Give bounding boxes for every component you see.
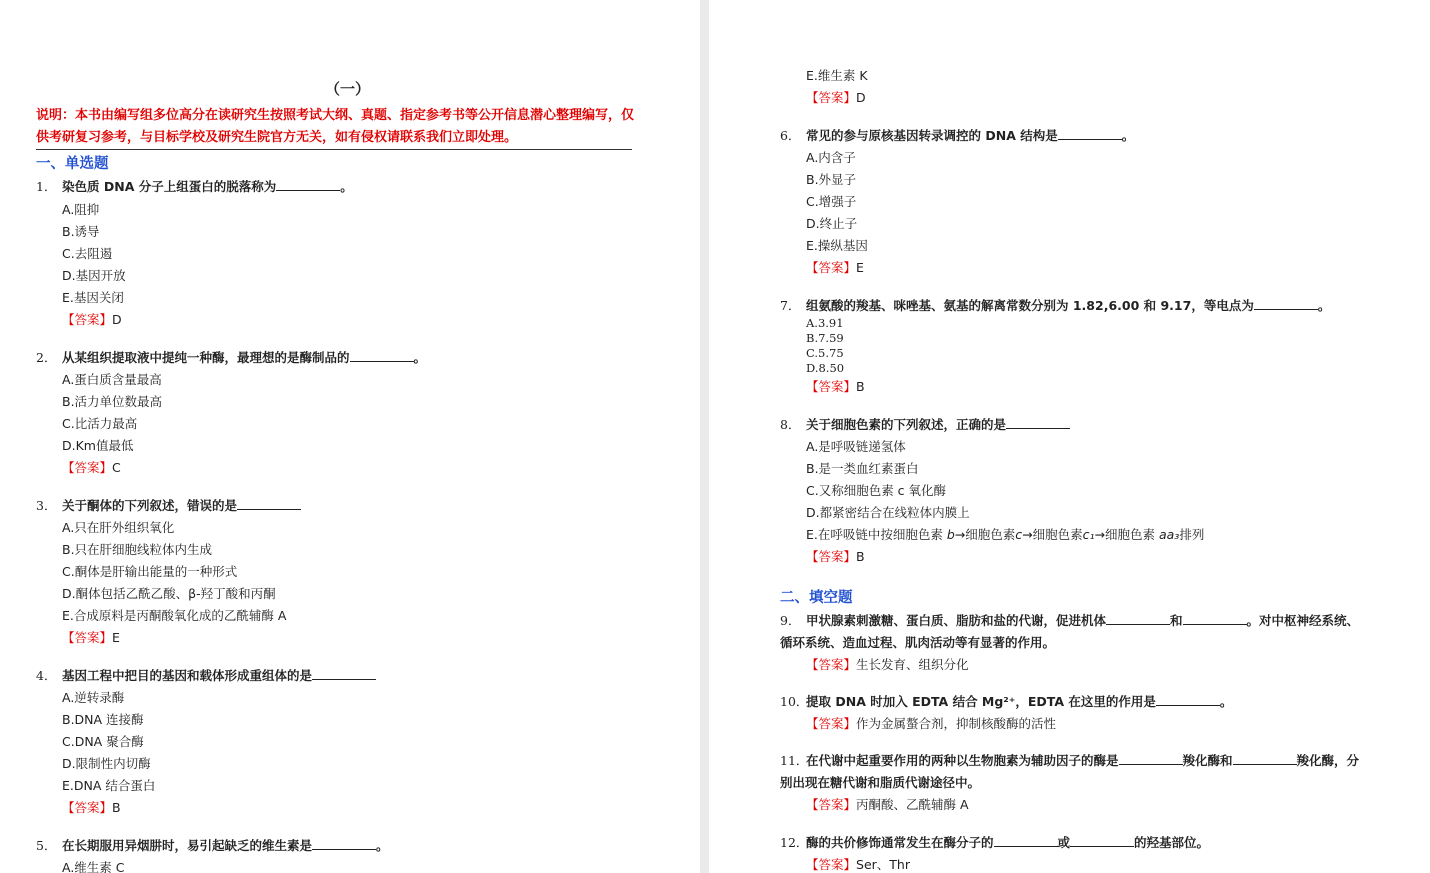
- question-text: 在代谢中起重要作用的两种以生物胞素为辅助因子的酶是: [806, 753, 1119, 768]
- answer-tag: 【答案】: [806, 657, 857, 672]
- answer-value: E: [112, 630, 120, 645]
- answer-tag: 【答案】: [62, 312, 113, 327]
- document-page-left: [0, 0, 700, 873]
- section-heading-single-choice: 一、单选题: [36, 156, 109, 172]
- answer-line: [806, 795, 969, 813]
- option: A.内含子: [806, 150, 856, 165]
- question-number: 8．: [780, 417, 801, 432]
- option: B.外显子: [806, 172, 857, 187]
- answer-tag: 【答案】: [806, 716, 857, 731]
- answer-value: 生长发育、组织分化: [856, 657, 969, 672]
- question-number: 3．: [36, 498, 57, 513]
- question-number: 5．: [36, 838, 57, 853]
- question-10: [780, 692, 1232, 710]
- question-end: 。: [413, 350, 427, 365]
- answer-tag: 【答案】: [806, 379, 857, 394]
- question-end: 。: [340, 179, 353, 194]
- answer-tag: 【答案】: [62, 460, 113, 475]
- answer-tag: 【答案】: [806, 857, 857, 872]
- answer-tag: 【答案】: [806, 260, 857, 275]
- question-6: [780, 126, 1134, 144]
- option: B.诱导: [62, 224, 100, 239]
- section-heading-fill-blank: 二、填空题: [780, 590, 853, 606]
- option: A.维生素 C: [62, 860, 125, 873]
- option: A.蛋白质含量最高: [62, 372, 162, 387]
- question-8: [780, 415, 1070, 433]
- answer-blank: [237, 497, 301, 510]
- answer-blank: [350, 349, 414, 362]
- option-text: →细胞色素: [1094, 527, 1159, 542]
- answer-value: B: [856, 549, 865, 564]
- question-text: 组氨酸的羧基、咪唑基、氨基的解离常数分别为 1.82,6.00 和 9.17，等电点为: [806, 298, 1254, 313]
- answer-line: [62, 628, 120, 646]
- option: E.操纵基因: [806, 238, 868, 253]
- question-4: [36, 666, 376, 684]
- option: B.只在肝细胞线粒体内生成: [62, 542, 213, 557]
- option: A.只在肝外组织氧化: [62, 520, 175, 535]
- answer-value: 作为金属螯合剂，抑制核酸酶的活性: [856, 716, 1057, 731]
- question-text: 在长期服用异烟肼时，易引起缺乏的维生素是: [62, 838, 313, 853]
- question-text: 基因工程中把目的基因和载体形成重组体的是: [62, 668, 313, 683]
- answer-line: [806, 547, 865, 565]
- document-page-right: [709, 0, 1430, 873]
- answer-blank: [1106, 612, 1170, 625]
- answer-line: [806, 714, 1056, 732]
- answer-line: [806, 655, 969, 673]
- answer-blank: [1254, 297, 1318, 310]
- option-text: →细胞色素: [1022, 527, 1083, 542]
- option-e: [806, 525, 1204, 543]
- option: D.8.50: [806, 361, 845, 375]
- answer-line: [62, 310, 122, 328]
- option: E.基因关闭: [62, 290, 124, 305]
- answer-blank: [1156, 693, 1220, 706]
- answer-value: E: [856, 260, 864, 275]
- answer-blank: [1058, 127, 1122, 140]
- option: E.DNA 结合蛋白: [62, 778, 156, 793]
- question-text: 从某组织提取液中提纯一种酶，最理想的是酶制品的: [62, 350, 350, 365]
- option: B.7.59: [806, 331, 844, 345]
- answer-line: [806, 88, 866, 106]
- option-text: →细胞色素: [954, 527, 1016, 542]
- option-text: b: [946, 527, 955, 542]
- question-text: 或: [1057, 835, 1071, 850]
- option: A.阻抑: [62, 202, 100, 217]
- answer-blank: [312, 667, 376, 680]
- answer-blank: [312, 837, 376, 850]
- answer-value: B: [856, 379, 865, 394]
- question-end: 羧化酶，分: [1296, 753, 1360, 768]
- answer-value: D: [112, 312, 122, 327]
- question-text: 染色质 DNA 分子上组蛋白的脱落称为: [62, 179, 277, 194]
- option: B.是一类血红素蛋白: [806, 461, 919, 476]
- question-3: [36, 496, 301, 514]
- question-number: 10．: [780, 694, 809, 709]
- question-9-line-2: 循环系统、造血过程、肌肉活动等有显著的作用。: [780, 635, 1056, 650]
- answer-line: [62, 458, 121, 476]
- question-text: 关于细胞色素的下列叙述，正确的是: [806, 417, 1007, 432]
- question-end: 。: [1121, 128, 1135, 143]
- option: D.都紧密结合在线粒体内膜上: [806, 505, 970, 520]
- answer-blank: [1183, 612, 1247, 625]
- option: C.5.75: [806, 346, 844, 360]
- answer-value: C: [112, 460, 121, 475]
- option: D.限制性内切酶: [62, 756, 151, 771]
- question-number: 4．: [36, 668, 57, 683]
- option: C.酮体是肝输出能量的一种形式: [62, 564, 238, 579]
- answer-blank: [1070, 834, 1134, 847]
- option-text: E.在呼吸链中按细胞色素: [806, 527, 947, 542]
- answer-value: B: [112, 800, 121, 815]
- question-number: 9．: [780, 613, 801, 628]
- question-number: 7．: [780, 298, 801, 313]
- answer-tag: 【答案】: [62, 630, 113, 645]
- question-end: 。: [1219, 694, 1233, 709]
- option: D.Km值最低: [62, 438, 134, 453]
- question-12: [780, 833, 1209, 851]
- question-end: 。对中枢神经系统、: [1246, 613, 1360, 628]
- answer-blank: [1119, 752, 1183, 765]
- question-9: [780, 611, 1359, 629]
- option: B.DNA 连接酶: [62, 712, 144, 727]
- option: D.基因开放: [62, 268, 126, 283]
- answer-line: [806, 855, 910, 873]
- disclaimer-line-1: 说明：本书由编写组多位高分在读研究生按照考试大纲、真题、指定参考书等公开信息潜心整理编写，仅: [36, 108, 635, 123]
- option: D.酮体包括乙酰乙酸、β-羟丁酸和丙酮: [62, 586, 276, 601]
- question-5: [36, 836, 389, 854]
- answer-blank: [1233, 752, 1297, 765]
- answer-line: [62, 798, 121, 816]
- option: A.逆转录酶: [62, 690, 125, 705]
- option: C.又称细胞色素 c 氧化酶: [806, 483, 947, 498]
- question-7: [780, 296, 1330, 314]
- option: D.终止子: [806, 216, 858, 231]
- question-text: 和: [1170, 613, 1183, 628]
- option-text: 排列: [1179, 527, 1205, 542]
- option: A.是呼吸链递氢体: [806, 439, 906, 454]
- question-number: 2．: [36, 350, 57, 365]
- answer-blank: [276, 178, 340, 191]
- option-text: c₁: [1082, 527, 1095, 542]
- question-text: 酶的共价修饰通常发生在酶分子的: [806, 835, 994, 850]
- option: C.去阻遏: [62, 246, 113, 261]
- option: C.DNA 聚合酶: [62, 734, 144, 749]
- option: B.活力单位数最高: [62, 394, 163, 409]
- question-number: 12．: [780, 835, 809, 850]
- header-divider: [36, 149, 632, 150]
- answer-tag: 【答案】: [62, 800, 113, 815]
- document-title: （一）: [325, 80, 371, 98]
- option-text: c: [1015, 527, 1023, 542]
- question-text: 羧化酶和: [1182, 753, 1233, 768]
- question-end: 。: [1317, 298, 1331, 313]
- answer-value: 丙酮酸、乙酰辅酶 A: [856, 797, 969, 812]
- question-end: 。: [376, 838, 389, 853]
- answer-tag: 【答案】: [806, 549, 857, 564]
- question-11: [780, 751, 1359, 769]
- question-text: 常见的参与原核基因转录调控的 DNA 结构是: [806, 128, 1058, 143]
- question-text: 甲状腺素刺激糖、蛋白质、脂肪和盐的代谢，促进机体: [806, 613, 1107, 628]
- question-number: 11．: [780, 753, 809, 768]
- option: E.合成原料是丙酮酸氧化成的乙酰辅酶 A: [62, 608, 287, 623]
- answer-blank: [1006, 416, 1070, 429]
- option: C.比活力最高: [62, 416, 138, 431]
- option-text: aa₃: [1158, 527, 1180, 542]
- answer-line: [806, 377, 865, 395]
- question-1: [36, 177, 353, 195]
- answer-value: Ser、Thr: [856, 857, 910, 872]
- question-number: 1．: [36, 179, 57, 194]
- answer-blank: [994, 834, 1058, 847]
- disclaimer-line-2: 供考研复习参考，与目标学校及研究生院官方无关，如有侵权请联系我们立即处理。: [36, 130, 518, 145]
- option: C.增强子: [806, 194, 857, 209]
- question-2: [36, 348, 426, 366]
- answer-tag: 【答案】: [806, 90, 857, 105]
- answer-line: [806, 258, 864, 276]
- question-text: 关于酮体的下列叙述，错误的是: [62, 498, 238, 513]
- question-11-line-2: 别出现在糖代谢和脂质代谢途径中。: [780, 775, 981, 790]
- answer-value: D: [856, 90, 866, 105]
- question-number: 6．: [780, 128, 801, 143]
- answer-tag: 【答案】: [806, 797, 857, 812]
- option: A.3.91: [806, 316, 844, 330]
- question-text: 提取 DNA 时加入 EDTA 结合 Mg²⁺，EDTA 在这里的作用是: [806, 694, 1156, 709]
- question-end: 的羟基部位。: [1134, 835, 1210, 850]
- option: E.维生素 K: [806, 68, 868, 83]
